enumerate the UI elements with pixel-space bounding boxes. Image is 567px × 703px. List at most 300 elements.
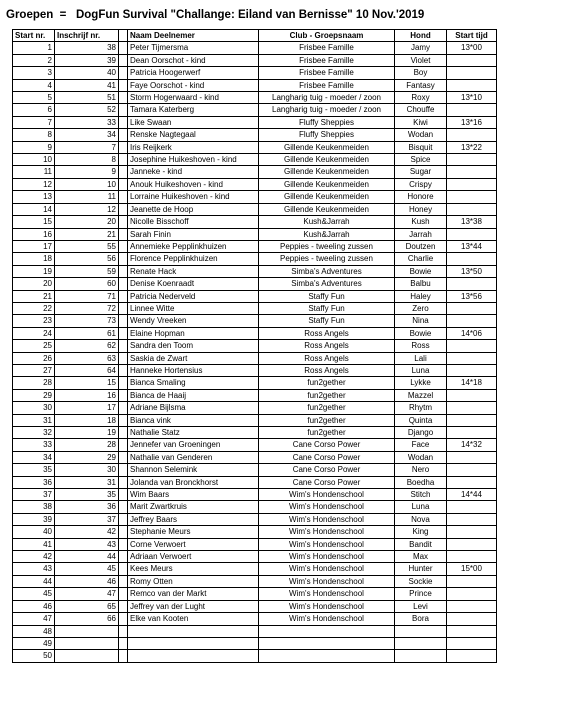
cell-naam: Remco van der Markt (128, 588, 259, 600)
cell-club: Staffy Fun (259, 290, 395, 302)
cell-start-tijd (447, 526, 497, 538)
cell-hond: Spice (395, 154, 447, 166)
cell-hond: Bora (395, 613, 447, 625)
cell-start-tijd (447, 538, 497, 550)
cell-club: Cane Corso Power (259, 476, 395, 488)
cell-naam (128, 650, 259, 662)
cell-inschrijf-nr: 8 (55, 154, 119, 166)
table-row (13, 290, 497, 302)
cell-start-tijd (447, 575, 497, 587)
cell-naam: Sarah Finin (128, 228, 259, 240)
cell-naam: Nathalie Statz (128, 427, 259, 439)
cell-club: Langharig tuig - moeder / zoon (259, 104, 395, 116)
cell-club: Kush&Jarrah (259, 228, 395, 240)
table-row (13, 166, 497, 178)
cell-spacer (119, 191, 128, 203)
cell-naam: Jeanette de Hoop (128, 203, 259, 215)
cell-start-nr: 43 (13, 563, 55, 575)
table-row (13, 340, 497, 352)
cell-inschrijf-nr: 34 (55, 129, 119, 141)
cell-inschrijf-nr (55, 637, 119, 649)
table-row (13, 575, 497, 587)
cell-hond: Prince (395, 588, 447, 600)
table-row (13, 315, 497, 327)
cell-inschrijf-nr: 56 (55, 253, 119, 265)
cell-start-nr: 29 (13, 389, 55, 401)
cell-spacer (119, 513, 128, 525)
cell-naam: Lorraine Huikeshoven - kind (128, 191, 259, 203)
cell-start-nr: 39 (13, 513, 55, 525)
header-start-tijd: Start tijd (447, 30, 497, 42)
cell-spacer (119, 240, 128, 252)
table-row (13, 216, 497, 228)
cell-spacer (119, 92, 128, 104)
cell-naam: Wim Baars (128, 489, 259, 501)
cell-inschrijf-nr: 39 (55, 54, 119, 66)
table-row (13, 116, 497, 128)
cell-start-tijd: 14*18 (447, 377, 497, 389)
cell-hond: Sugar (395, 166, 447, 178)
cell-hond: Stitch (395, 489, 447, 501)
cell-start-tijd (447, 315, 497, 327)
cell-start-tijd (447, 364, 497, 376)
cell-start-nr: 2 (13, 54, 55, 66)
cell-naam: Annemieke Pepplinkhuizen (128, 240, 259, 252)
cell-inschrijf-nr: 33 (55, 116, 119, 128)
cell-inschrijf-nr: 52 (55, 104, 119, 116)
cell-start-tijd (447, 625, 497, 637)
cell-inschrijf-nr: 47 (55, 588, 119, 600)
cell-inschrijf-nr: 20 (55, 216, 119, 228)
cell-inschrijf-nr: 40 (55, 67, 119, 79)
cell-spacer (119, 451, 128, 463)
cell-naam: Iris Reijkerk (128, 141, 259, 153)
cell-spacer (119, 79, 128, 91)
cell-start-nr: 7 (13, 116, 55, 128)
cell-hond: Nero (395, 464, 447, 476)
cell-hond: Max (395, 551, 447, 563)
cell-start-tijd: 13*00 (447, 42, 497, 54)
cell-club (259, 625, 395, 637)
cell-inschrijf-nr (55, 650, 119, 662)
table-row (13, 79, 497, 91)
cell-naam: Romy Otten (128, 575, 259, 587)
table-row (13, 377, 497, 389)
cell-inschrijf-nr: 71 (55, 290, 119, 302)
cell-inschrijf-nr: 18 (55, 414, 119, 426)
cell-hond: Chouffe (395, 104, 447, 116)
cell-club: Wim's Hondenschool (259, 489, 395, 501)
cell-spacer (119, 402, 128, 414)
cell-inschrijf-nr: 62 (55, 340, 119, 352)
cell-start-tijd: 13*10 (447, 92, 497, 104)
cell-spacer (119, 178, 128, 190)
cell-start-tijd (447, 54, 497, 66)
cell-hond: Luna (395, 501, 447, 513)
cell-inschrijf-nr: 46 (55, 575, 119, 587)
table-row (13, 364, 497, 376)
cell-start-tijd (447, 129, 497, 141)
cell-club: Gillende Keukenmeiden (259, 141, 395, 153)
table-row (13, 513, 497, 525)
cell-naam: Jeffrey van der Lught (128, 600, 259, 612)
cell-start-nr: 21 (13, 290, 55, 302)
cell-spacer (119, 290, 128, 302)
cell-club: Wim's Hondenschool (259, 513, 395, 525)
cell-start-nr: 44 (13, 575, 55, 587)
cell-start-tijd (447, 464, 497, 476)
cell-start-nr: 13 (13, 191, 55, 203)
cell-hond: Levi (395, 600, 447, 612)
table-row (13, 439, 497, 451)
cell-hond: Balbu (395, 278, 447, 290)
table-row (13, 178, 497, 190)
cell-club: Wim's Hondenschool (259, 538, 395, 550)
cell-hond: Hunter (395, 563, 447, 575)
cell-spacer (119, 265, 128, 277)
cell-naam: Shannon Selemink (128, 464, 259, 476)
cell-club: Peppies - tweeling zussen (259, 253, 395, 265)
cell-start-tijd: 14*44 (447, 489, 497, 501)
cell-naam: Jennefer van Groeningen (128, 439, 259, 451)
cell-naam: Anouk Huikeshoven - kind (128, 178, 259, 190)
cell-start-nr: 12 (13, 178, 55, 190)
table-row (13, 42, 497, 54)
cell-start-tijd (447, 476, 497, 488)
cell-hond: Crispy (395, 178, 447, 190)
cell-hond: Django (395, 427, 447, 439)
cell-club: Cane Corso Power (259, 439, 395, 451)
cell-inschrijf-nr: 64 (55, 364, 119, 376)
cell-start-nr: 33 (13, 439, 55, 451)
cell-club: Peppies - tweeling zussen (259, 240, 395, 252)
cell-start-nr: 37 (13, 489, 55, 501)
cell-inschrijf-nr: 19 (55, 427, 119, 439)
cell-club: Frisbee Famille (259, 67, 395, 79)
table-row (13, 352, 497, 364)
cell-spacer (119, 637, 128, 649)
cell-hond: Honey (395, 203, 447, 215)
cell-start-tijd: 13*22 (447, 141, 497, 153)
cell-start-nr: 46 (13, 600, 55, 612)
cell-hond: Wodan (395, 451, 447, 463)
cell-naam: Nathalie van Genderen (128, 451, 259, 463)
cell-inschrijf-nr: 73 (55, 315, 119, 327)
cell-inschrijf-nr: 37 (55, 513, 119, 525)
table-row (13, 600, 497, 612)
cell-start-tijd (447, 178, 497, 190)
cell-club: Ross Angels (259, 364, 395, 376)
cell-hond: King (395, 526, 447, 538)
cell-inschrijf-nr: 63 (55, 352, 119, 364)
cell-start-tijd (447, 588, 497, 600)
cell-spacer (119, 216, 128, 228)
cell-spacer (119, 377, 128, 389)
cell-club: Kush&Jarrah (259, 216, 395, 228)
cell-spacer (119, 352, 128, 364)
cell-club: Wim's Hondenschool (259, 613, 395, 625)
table-row (13, 191, 497, 203)
cell-club: Frisbee Famille (259, 42, 395, 54)
cell-inschrijf-nr: 44 (55, 551, 119, 563)
cell-club: Wim's Hondenschool (259, 551, 395, 563)
cell-hond: Violet (395, 54, 447, 66)
cell-naam: Denise Koenraadt (128, 278, 259, 290)
cell-inschrijf-nr: 61 (55, 327, 119, 339)
cell-spacer (119, 439, 128, 451)
table-row (13, 104, 497, 116)
cell-start-nr: 49 (13, 637, 55, 649)
table-row (13, 92, 497, 104)
cell-hond: Boy (395, 67, 447, 79)
cell-naam (128, 625, 259, 637)
cell-hond (395, 625, 447, 637)
cell-start-nr: 48 (13, 625, 55, 637)
cell-start-tijd: 13*56 (447, 290, 497, 302)
cell-club (259, 637, 395, 649)
cell-start-tijd: 15*00 (447, 563, 497, 575)
cell-start-tijd (447, 154, 497, 166)
cell-naam: Renate Hack (128, 265, 259, 277)
table-row (13, 228, 497, 240)
cell-start-nr: 15 (13, 216, 55, 228)
cell-inschrijf-nr: 36 (55, 501, 119, 513)
cell-spacer (119, 526, 128, 538)
cell-inschrijf-nr: 30 (55, 464, 119, 476)
cell-start-nr: 25 (13, 340, 55, 352)
cell-inschrijf-nr: 51 (55, 92, 119, 104)
cell-naam: Bianca de Haaij (128, 389, 259, 401)
cell-start-nr: 1 (13, 42, 55, 54)
cell-start-tijd (447, 414, 497, 426)
cell-start-tijd: 13*50 (447, 265, 497, 277)
table-row (13, 302, 497, 314)
cell-spacer (119, 228, 128, 240)
cell-club: Cane Corso Power (259, 464, 395, 476)
cell-start-nr: 16 (13, 228, 55, 240)
cell-naam: Adriane Bijlsma (128, 402, 259, 414)
cell-hond (395, 650, 447, 662)
cell-spacer (119, 154, 128, 166)
cell-start-nr: 40 (13, 526, 55, 538)
cell-start-tijd (447, 501, 497, 513)
cell-spacer (119, 650, 128, 662)
cell-hond: Kush (395, 216, 447, 228)
cell-naam: Like Swaan (128, 116, 259, 128)
cell-naam: Renske Nagtegaal (128, 129, 259, 141)
cell-club: Simba's Adventures (259, 265, 395, 277)
cell-club: Gillende Keukenmeiden (259, 154, 395, 166)
cell-hond: Jarrah (395, 228, 447, 240)
table-row (13, 588, 497, 600)
cell-inschrijf-nr: 28 (55, 439, 119, 451)
cell-club: Staffy Fun (259, 315, 395, 327)
cell-spacer (119, 427, 128, 439)
header-spacer (119, 30, 128, 42)
cell-club: Simba's Adventures (259, 278, 395, 290)
table-row (13, 427, 497, 439)
cell-spacer (119, 551, 128, 563)
cell-start-nr: 18 (13, 253, 55, 265)
table-row (13, 278, 497, 290)
cell-start-tijd (447, 67, 497, 79)
cell-start-nr: 27 (13, 364, 55, 376)
table-row (13, 141, 497, 153)
cell-club: Fluffy Sheppies (259, 129, 395, 141)
cell-naam: Marit Zwartkruis (128, 501, 259, 513)
table-row (13, 551, 497, 563)
table-row (13, 489, 497, 501)
cell-club: Gillende Keukenmeiden (259, 178, 395, 190)
cell-spacer (119, 278, 128, 290)
table-row (13, 265, 497, 277)
table-row (13, 613, 497, 625)
cell-club: Wim's Hondenschool (259, 600, 395, 612)
cell-club: fun2gether (259, 402, 395, 414)
cell-start-tijd (447, 513, 497, 525)
cell-spacer (119, 563, 128, 575)
cell-spacer (119, 364, 128, 376)
cell-hond: Honore (395, 191, 447, 203)
cell-club: Gillende Keukenmeiden (259, 203, 395, 215)
cell-naam: Janneke - kind (128, 166, 259, 178)
cell-spacer (119, 203, 128, 215)
cell-spacer (119, 141, 128, 153)
cell-hond: Face (395, 439, 447, 451)
cell-club: Gillende Keukenmeiden (259, 166, 395, 178)
header-inschrijf-nr: Inschrijf nr. (55, 30, 119, 42)
cell-hond: Charlie (395, 253, 447, 265)
cell-start-tijd (447, 278, 497, 290)
cell-inschrijf-nr: 42 (55, 526, 119, 538)
cell-start-nr: 45 (13, 588, 55, 600)
cell-start-nr: 9 (13, 141, 55, 153)
table-row (13, 526, 497, 538)
cell-start-nr: 6 (13, 104, 55, 116)
cell-naam: Linnee Witte (128, 302, 259, 314)
table-row (13, 501, 497, 513)
cell-start-tijd (447, 340, 497, 352)
cell-naam: Josephine Huikeshoven - kind (128, 154, 259, 166)
cell-start-tijd (447, 203, 497, 215)
cell-naam: Faye Oorschot - kind (128, 79, 259, 91)
cell-start-nr: 19 (13, 265, 55, 277)
cell-start-tijd (447, 79, 497, 91)
table-row (13, 253, 497, 265)
cell-spacer (119, 116, 128, 128)
cell-spacer (119, 476, 128, 488)
cell-hond: Rhytm (395, 402, 447, 414)
cell-naam (128, 637, 259, 649)
cell-club: Ross Angels (259, 327, 395, 339)
table-row (13, 451, 497, 463)
cell-start-tijd (447, 228, 497, 240)
cell-start-nr: 38 (13, 501, 55, 513)
cell-inschrijf-nr: 12 (55, 203, 119, 215)
cell-hond: Nova (395, 513, 447, 525)
cell-naam: Dean Oorschot - kind (128, 54, 259, 66)
cell-spacer (119, 389, 128, 401)
cell-club: fun2gether (259, 389, 395, 401)
cell-club: Fluffy Sheppies (259, 116, 395, 128)
cell-club: Langharig tuig - moeder / zoon (259, 92, 395, 104)
cell-start-nr: 50 (13, 650, 55, 662)
cell-start-nr: 41 (13, 538, 55, 550)
cell-inschrijf-nr: 60 (55, 278, 119, 290)
cell-spacer (119, 315, 128, 327)
table-row (13, 129, 497, 141)
cell-club: Cane Corso Power (259, 451, 395, 463)
cell-spacer (119, 613, 128, 625)
cell-start-tijd (447, 191, 497, 203)
cell-naam: Patricia Nederveld (128, 290, 259, 302)
cell-start-tijd (447, 613, 497, 625)
cell-hond: Mazzel (395, 389, 447, 401)
cell-spacer (119, 588, 128, 600)
cell-spacer (119, 54, 128, 66)
cell-inschrijf-nr: 72 (55, 302, 119, 314)
cell-naam: Patricia Hoogerwerf (128, 67, 259, 79)
cell-spacer (119, 625, 128, 637)
cell-naam: Corne Verwoert (128, 538, 259, 550)
cell-hond (395, 637, 447, 649)
cell-start-nr: 30 (13, 402, 55, 414)
cell-start-tijd: 13*44 (447, 240, 497, 252)
cell-club: Gillende Keukenmeiden (259, 191, 395, 203)
cell-club: Wim's Hondenschool (259, 588, 395, 600)
table-row (13, 327, 497, 339)
cell-naam: Peter Tijmersma (128, 42, 259, 54)
cell-spacer (119, 340, 128, 352)
cell-start-nr: 22 (13, 302, 55, 314)
cell-inschrijf-nr: 31 (55, 476, 119, 488)
table-row (13, 402, 497, 414)
cell-inschrijf-nr: 10 (55, 178, 119, 190)
cell-hond: Jamy (395, 42, 447, 54)
cell-spacer (119, 600, 128, 612)
cell-spacer (119, 414, 128, 426)
cell-hond: Doutzen (395, 240, 447, 252)
cell-spacer (119, 129, 128, 141)
cell-naam: Tamara Katerberg (128, 104, 259, 116)
cell-start-tijd (447, 253, 497, 265)
cell-inschrijf-nr: 43 (55, 538, 119, 550)
cell-hond: Lali (395, 352, 447, 364)
table-body (13, 42, 497, 662)
cell-inschrijf-nr: 15 (55, 377, 119, 389)
cell-start-tijd (447, 451, 497, 463)
cell-inschrijf-nr: 38 (55, 42, 119, 54)
cell-start-nr: 26 (13, 352, 55, 364)
cell-hond: Kiwi (395, 116, 447, 128)
cell-start-nr: 34 (13, 451, 55, 463)
cell-naam: Adriaan Verwoert (128, 551, 259, 563)
cell-inschrijf-nr: 65 (55, 600, 119, 612)
table-row (13, 414, 497, 426)
header-naam: Naam Deelnemer (128, 30, 259, 42)
table-row (13, 563, 497, 575)
table-row (13, 464, 497, 476)
table-row (13, 54, 497, 66)
table-row (13, 650, 497, 662)
cell-hond: Boedha (395, 476, 447, 488)
cell-spacer (119, 67, 128, 79)
cell-start-nr: 42 (13, 551, 55, 563)
cell-hond: Sockie (395, 575, 447, 587)
cell-hond: Bowie (395, 327, 447, 339)
cell-start-nr: 5 (13, 92, 55, 104)
table-row (13, 67, 497, 79)
